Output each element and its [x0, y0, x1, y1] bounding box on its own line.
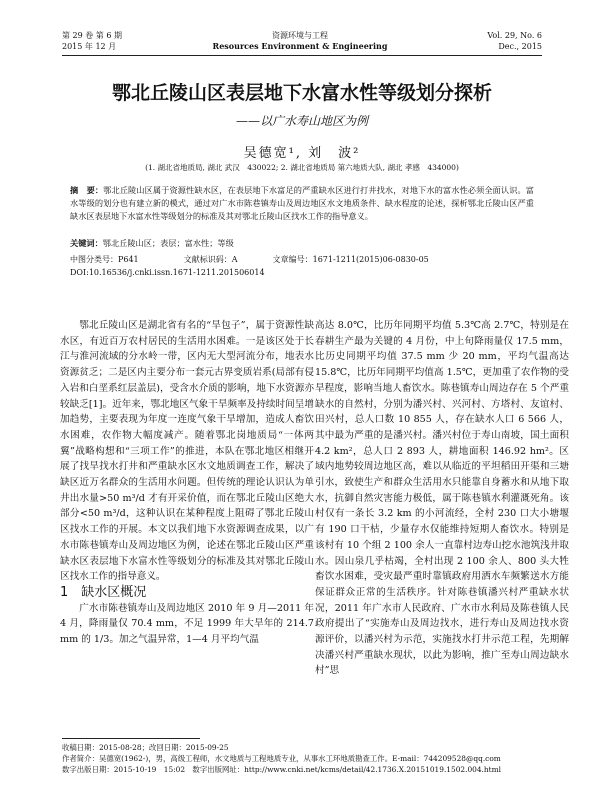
header-rule: [62, 55, 542, 56]
footnote-rule: [62, 738, 200, 739]
abstract: [70, 184, 534, 224]
keywords-label: 关键词：: [70, 238, 103, 248]
issue-date-en: Dec., 2015: [498, 42, 542, 51]
affiliation: (1. 湖北省地质局, 湖北 武汉 430022; 2. 湖北省地质局 第六地质大队, 湖北 孝感 434000): [145, 163, 459, 172]
issue-date: 2015 年 12 月: [62, 42, 117, 51]
paper-subtitle: ——以广水寿山地区为例: [235, 114, 368, 128]
journal-name-en: Resources Environment & Engineering: [212, 41, 388, 51]
author-bio: 作者简介：吴德宽(1962-)，男，高级工程师，水文地质与工程地质专业，从事水工环地质勘查工作。E-mail：744209528@qq.com: [62, 754, 501, 763]
journal-volume-info-en: [487, 30, 542, 52]
authors: 吴德宽¹, 刘 波²: [243, 146, 361, 161]
volume-issue-en: Vol. 29, No. 6: [487, 31, 542, 40]
keywords: [70, 238, 534, 249]
journal-volume-info: [62, 30, 122, 52]
section-heading: 1 缺水区概况: [60, 584, 147, 600]
digital-publication: 数字出版日期：2015-10-19 15:02 数字出版网址：http://www.cnki.net/kcms/detail/42.1736.X.20151019.1502.004.html: [62, 765, 502, 774]
classification-line: [70, 254, 429, 265]
doi: DOI:10.16536/j.cnki.issn.1671-1211.201506014: [70, 268, 265, 277]
footnotes: [62, 742, 542, 775]
body-column-left: [60, 318, 314, 648]
abstract-text: 鄂北丘陵山区属于资源性缺水区，在表层地下水富足的严重缺水区进行打井找水，对地下水的富水性必须全面认识。富水等级的划分也有建立新的模式，通过对广水市陈巷镇寿山及周边地区水文地质条件、缺水程度的论述，探析鄂北丘陵山区严重缺水区表层地下水富水性等级划分的标准及其对鄂北丘陵山区找水工作的指导意义。: [70, 185, 534, 222]
abstract-label: 摘 要：: [70, 185, 104, 195]
paper-title: 鄂北丘陵山区表层地下水富水性等级划分探析: [111, 82, 492, 104]
body-paragraph-continued: 高达 8.0℃，比历年同期平均值 5.3℃高 2.7℃，特别是在春耕生产最为关键的 4 月份，中上旬降雨量仅 17.5 mm，比历史同期平均值 37.5 mm 少 20 mm，平均气温高达 15.8℃，比历年同期平均值高 1.5℃，更加重了农作物的受旱程度，影响当地人畜饮水。陈巷镇寿山周边存在 5 个严重缺水的自然村，分别为潘兴村、兴河村、方塔村、友谊村、田兴村，总人口数 10 855 人，存在缺水人口 6 566 人，其中最为严重的是潘兴村。潘兴村位于寿山南坡，国土面积 4.2 km²，总人口 2 893 人，耕地面积 146.92 hm²。区域内地势较周边地区高，难以从临近的平坦稻田开渠和三塘引水，致使生产和群众生活用水只能靠自身蓄水和从地下取水，抗御自然灾害能力极低，属于陈巷镇水利灌溉死角。该村仅有一条长 3.2 km 的小河流经，全村 230 口大小塘堰有 190 口干枯，少量存水仅能维持短期人畜饮水。特别是该村有 10 个组 2 100 余人一直靠村边寿山挖水池筑浅井取水。因山泉几乎枯竭，全村出现 2 100 余人、800 头大牲畜饮水困难，受灾最严重时靠镇政府用洒水车频繁送水方能保证群众正常的生活秩序。针对陈巷镇潘兴村严重缺水状况，2011 年广水市人民政府、广水市水利局及陈巷镇人民政府提出了“实施寿山及周边找水，进行寿山及周边找水资源评价，以潘兴村为示范，实施找水打井示范工程，先期解决潘兴村严重缺水现状，以此为影响，推广至寿山周边缺水村”思: [315, 320, 569, 677]
journal-name-cn: 资源环境与工程: [272, 31, 328, 40]
article-number: 文章编号：1671-1211(2015)06-0830-05: [272, 255, 429, 264]
keywords-text: 鄂北丘陵山区；表层；富水性；等级: [102, 238, 234, 248]
body-paragraph: 广水市陈巷镇寿山及周边地区 2010 年 9 月—2011 年 4 月，降雨量仅 70.4 mm，不足 1999 年大旱年的 214.7 mm 的 1/3。加之气温异常，1—4 月平均气温: [60, 602, 314, 646]
received-date: 收稿日期：2015-08-28；改回日期：2015-09-25: [62, 743, 229, 752]
intro-paragraph: 鄂北丘陵山区是湖北省有名的“旱包子”，属于资源性缺水区，有近百万农村居民的生活用水困难。一是该区处于长江与淮河流域的分水岭一带，区内无大型河流分布，地表水资源贫乏；二是区内主要分布一套元古界变质岩系(局部有侵入岩和白垩系红层盖层)，受含水介质的影响，地下水资源亦较缺乏[1]。近年来，鄂北地区气象干旱频率及持续时间呈增加趋势，主要表现为年度一连度气象干旱增加，造成人畜饮水困难，农作物大幅度减产。随着鄂北岗地质局“一体两翼”战略构想和“三项工作”的推进，本队在鄂北地区相继开展了找旱找水打井和严重缺水区水文地质调查工作，解决了缺区近万名群众的生活用水问题。但传统的理论认识认为单井出水量>50 m³/d 才有开采价值，而在鄂北丘陵山区绝大部分<50 m³/d，这种认识在某种程度上阻碍了鄂北丘陵山区找水工作的开展。本文以我们地下水资源调查成果，以广水市陈巷镇寿山及周边地区为例，论述在鄂北丘陵山区严重缺水区表层地下水富水性等级划分的标准及其对鄂北丘陵山区找水工作的指导意义。: [60, 320, 314, 583]
clc-number: 中图分类号：P641: [70, 255, 139, 264]
volume-issue: 第 29 卷 第 6 期: [62, 31, 122, 40]
document-code: 文献标识码：A: [183, 255, 238, 264]
journal-name: [180, 30, 420, 52]
body-column-right: [315, 318, 569, 679]
